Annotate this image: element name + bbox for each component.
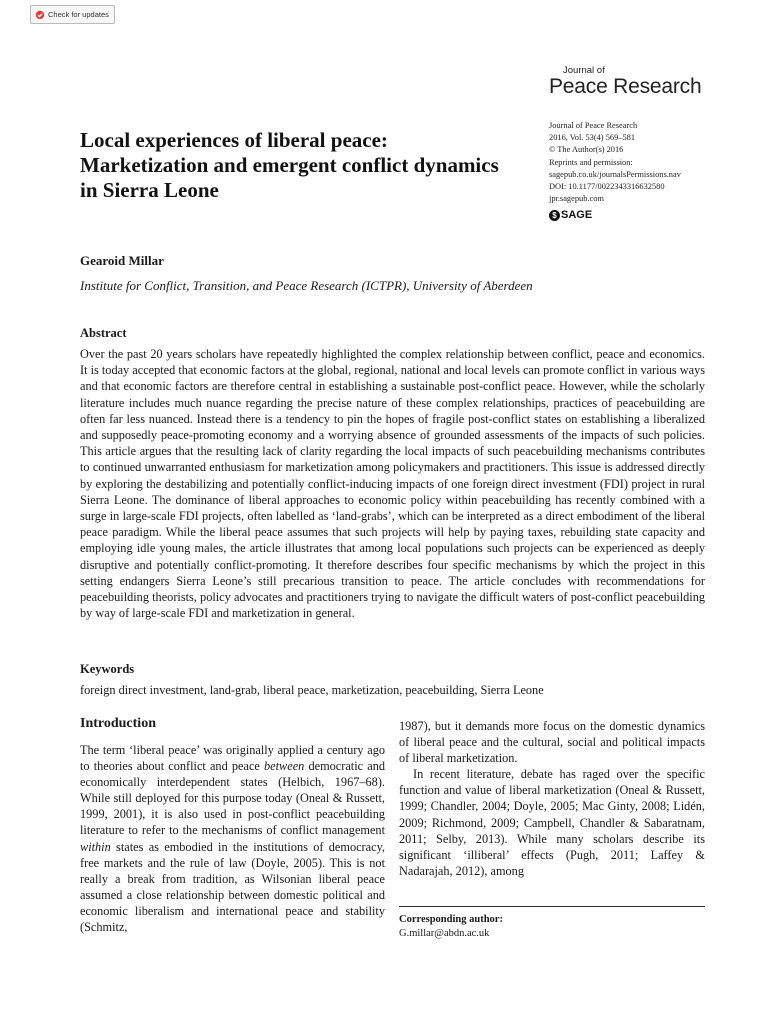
meta-line: Journal of Peace Research — [549, 121, 638, 130]
author-affiliation: Institute for Conflict, Transition, and Peace Research (ICTPR), University of Aberdeen — [80, 278, 533, 293]
article-title: Local experiences of liberal peace: Marketization and emergent conflict dynamics in Sierra Leone — [80, 128, 499, 202]
intro-paragraph-1 — [80, 742, 385, 935]
meta-line-permissions-link[interactable]: sagepub.co.uk/journalsPermissions.nav — [549, 169, 681, 179]
corresponding-author-label: Corresponding author: — [399, 914, 503, 925]
meta-line: Reprints and permission: — [549, 157, 633, 167]
badge-label: Check for updates — [48, 10, 109, 19]
footnote-divider — [399, 906, 705, 907]
intro-text-segment: democratic and economically interdependent states (Helbich, 1967–68). While still deployed for this purpose today (Oneal & Russett, 1999, 2001), it is also used in post-conflict peacebuilding literature to refer to the mechanisms of conflict management — [80, 759, 385, 838]
author-name: Gearoid Millar — [80, 253, 164, 268]
keywords-heading: Keywords — [80, 662, 135, 676]
keywords-text: foreign direct investment, land-grab, liberal peace, marketization, peacebuilding, Sierra Leone — [80, 683, 544, 697]
sage-logo — [549, 209, 592, 221]
meta-line-website[interactable]: jpr.sagepub.com — [549, 194, 604, 204]
introduction-left-column — [80, 742, 385, 935]
meta-line-doi[interactable]: DOI: 10.1177/0022343316632580 — [549, 182, 665, 192]
abstract-text: Over the past 20 years scholars have repeatedly highlighted the complex relationship between conflict, peace and economics. It is today accepted that economic factors at the global, regional, national and local levels can promote conflict in various ways and that economic factors are therefore central in establishing a sustainable post-conflict peace. However, while the scholarly literature includes much nuance regarding the precise nature of these complex relationships, practices of peacebuilding are often far less nuanced. Instead there is a tendency to pin the hopes of fragile post-conflict states on establishing a liberalized and supposedly peace-promoting economy and a worrying absence of grounded assessments of the impacts of such policies. This article argues that the resulting lack of clarity regarding the local impacts of such peacebuilding mechanisms contributes to continued unwarranted enthusiasm for marketization among policymakers and practitioners. This issue is addressed directly by exploring the destabilizing and potentially conflict-inducing impacts of one foreign direct investment (FDI) project in rural Sierra Leone. The dominance of liberal approaches to economic policy within peacebuilding has recently combined with a surge in large-scale FDI projects, often labelled as ‘land-grabs’, which can be interpreted as a direct embodiment of the liberal peace paradigm. While the liberal peace assumes that such projects will help by paying taxes, rebuilding state capacity and employing idle young males, the article illustrates that among local populations such projects can be experienced as deeply disruptive and potentially conflict-promoting. It therefore describes four specific mechanisms by which the project in this setting endangers Sierra Leone’s still precarious transition to peace. The article concludes with recommendations for peacebuilding theorists, policy advocates and practitioners trying to navigate the difficult waters of post-conflict peacebuilding by way of large-scale FDI and marketization in general. — [80, 347, 705, 621]
intro-emphasis: between — [264, 759, 305, 774]
abstract-heading: Abstract — [80, 326, 127, 340]
introduction-right-column — [399, 718, 705, 879]
intro-emphasis: within — [80, 839, 111, 854]
intro-text-segment: The term ‘liberal peace’ was originally applied a century ago to theories about conflict and peace — [80, 743, 385, 774]
check-for-updates-badge[interactable] — [30, 5, 115, 24]
intro-text-segment: states as embodied in the institutions of democracy, free markets and the rule of law (Doyle, 2005). This is not really a break from tradition, as Wilsonian liberal peace assumed a close relationship between domestic political and economic liberalism and international peace and stability (Schmitz, — [80, 839, 385, 935]
journal-metadata — [549, 120, 729, 205]
corresponding-author-email[interactable]: G.millar@abdn.ac.uk — [399, 928, 490, 939]
meta-line: © The Author(s) 2016 — [549, 145, 624, 155]
introduction-heading: Introduction — [80, 716, 156, 731]
journal-brand-large: Peace Research — [549, 75, 702, 98]
intro-paragraph-2: In recent literature, debate has raged over the specific function and value of liberal marketization (Oneal & Russett, 1999; Chandler, 2004; Doyle, 2005; Mac Ginty, 2008; Lidén, 2009; Richmond, 2009; Campbell, Chandler & Sabaratnam, 2011; Selby, 2013). While many scholars describe its significant ‘illiberal’ effects (Pugh, 2011; Laffey & Nadarajah, 2012), among — [399, 767, 705, 878]
journal-brand-small: Journal of — [563, 65, 605, 76]
sage-logo-text: SAGE — [561, 209, 593, 221]
refresh-check-icon — [35, 10, 45, 20]
meta-line: 2016, Vol. 53(4) 569–581 — [549, 133, 636, 143]
intro-paragraph-continued: 1987), but it demands more focus on the domestic dynamics of liberal peace and the cultural, social and political impacts of liberal marketization. — [399, 719, 705, 766]
journal-brand — [549, 66, 709, 98]
sage-s-icon: $ — [549, 210, 560, 221]
